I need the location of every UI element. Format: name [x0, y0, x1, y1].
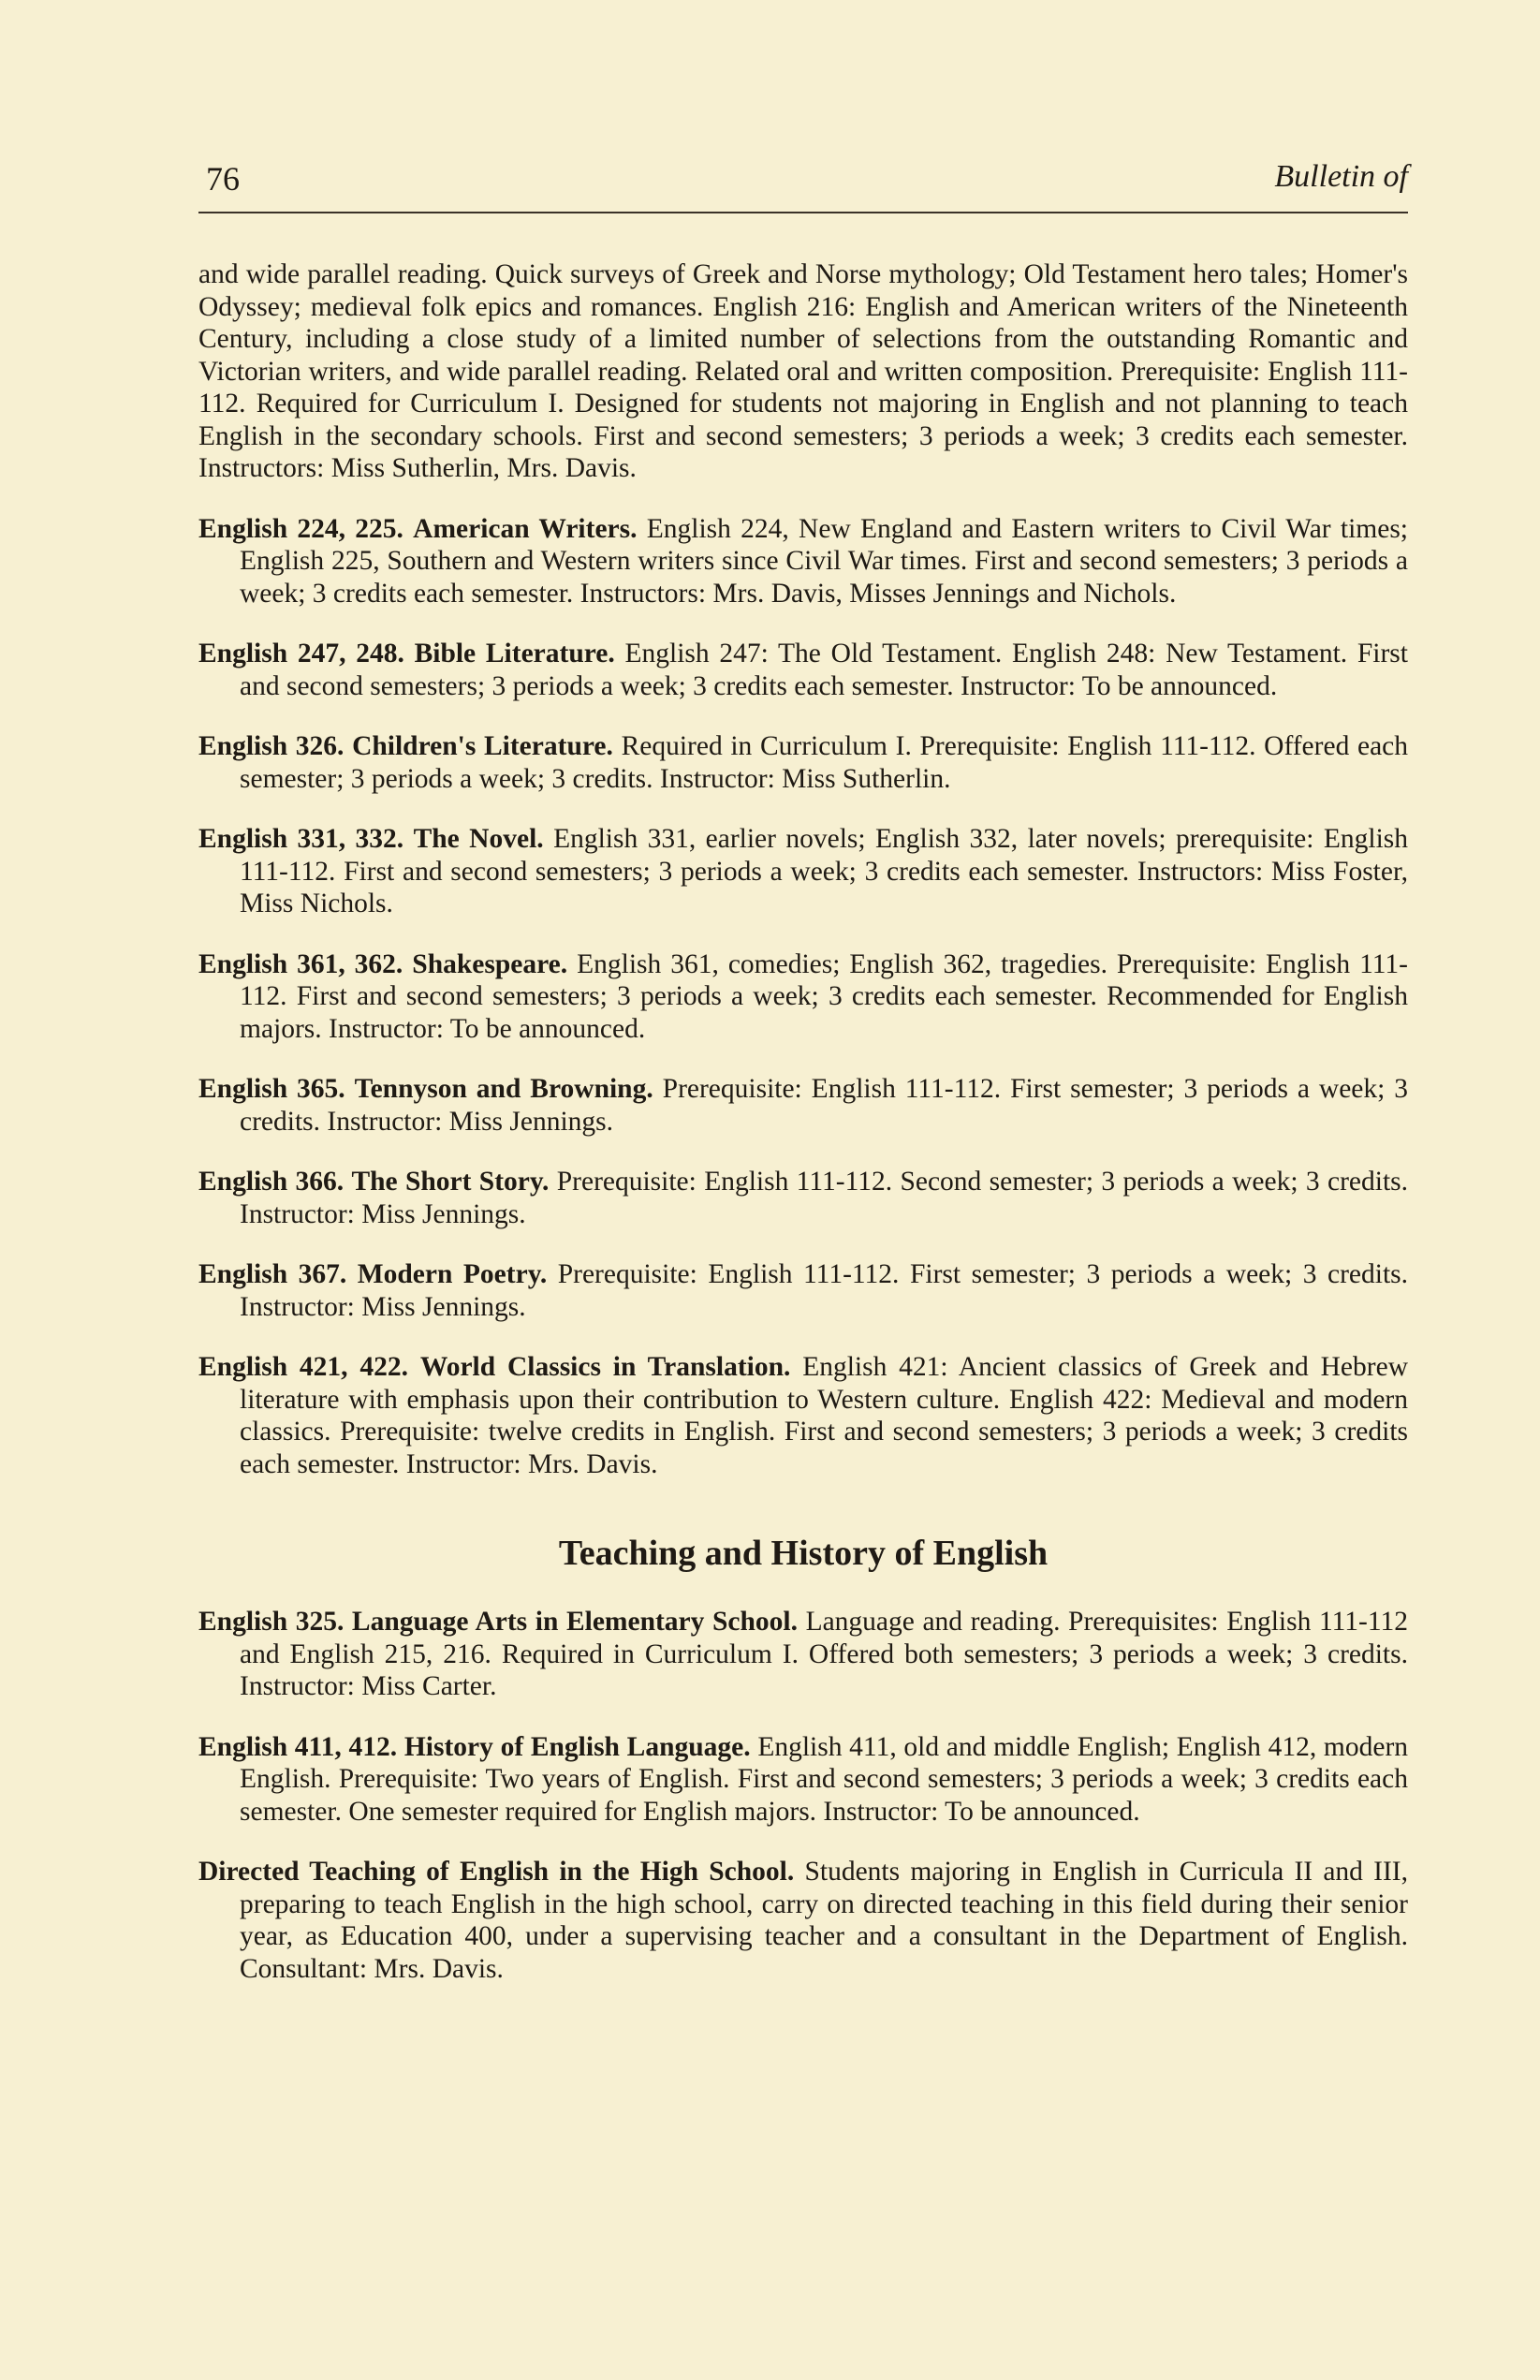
- intro-paragraph: and wide parallel reading. Quick surveys of Greek and Norse mythology; Old Testament hero tales; Homer's Odyssey; medieval folk epics and romances. English 216: English and American writers of the Nineteenth Century, including a close study of a limited number of selections from the outstanding Romantic and Victorian writers, and wide parallel reading. Related oral and written composition. Prerequisite: English 111-112. Required for Curriculum I. Designed for students not majoring in English and not planning to teach English in the secondary schools. First and second semesters; 3 periods a week; 3 credits each semester. Instructors: Miss Sutherlin, Mrs. Davis.: [198, 259, 1408, 483]
- course-description: Students majoring in English in Curricula II and III, preparing to teach English in the high school, carry on directed teaching in this field during their senior year, as Education 400, under a supervising teacher and a consultant in the Department of English. Consultant: Mrs. Davis.: [240, 1857, 1408, 1984]
- course-title: Language Arts in Elementary School.: [351, 1607, 798, 1637]
- course-entry: [198, 730, 1408, 795]
- course-title: The Short Story.: [351, 1167, 550, 1197]
- course-description: English 331, earlier novels; English 332, later novels; prerequisite: English 111-112. First and second semesters; 3 periods a week; 3 credits each semester. Instructors: Miss Foster, Miss Nichols.: [240, 824, 1408, 918]
- course-entry: [198, 513, 1408, 610]
- course-entry: [198, 1606, 1408, 1703]
- course-description: English 247: The Old Testament. English 248: New Testament. First and second semesters; 3 periods a week; 3 credits each semester. Instructor: To be announced.: [240, 639, 1408, 701]
- course-entry: [198, 1856, 1408, 1985]
- course-description: Prerequisite: English 111-112. First semester; 3 periods a week; 3 credits. Instructor: Miss Jennings.: [240, 1259, 1409, 1322]
- course-description: Required in Curriculum I. Prerequisite: English 111-112. Offered each semester; 3 periods a week; 3 credits. Instructor: Miss Sutherlin.: [240, 731, 1409, 794]
- course-description: English 361, comedies; English 362, tragedies. Prerequisite: English 111-112. First and second semesters; 3 periods a week; 3 credits each semester. Recommended for English majors. Instructor: To be announced.: [240, 948, 1409, 1044]
- course-entry: [198, 1258, 1408, 1323]
- course-number: English 365.: [198, 1074, 345, 1104]
- course-description: English 421: Ancient classics of Greek and Hebrew literature with emphasis upon their contribution to Western culture. English 422: Medieval and modern classics. Prerequisite: twelve credits in English. First and second semesters; 3 periods a week; 3 credits each semester. Instructor: Mrs. Davis.: [240, 1352, 1408, 1479]
- course-title: Modern Poetry.: [357, 1259, 548, 1289]
- course-title: Bible Literature.: [414, 639, 615, 668]
- course-title: Children's Literature.: [352, 731, 613, 761]
- course-number: English 224, 225.: [198, 513, 403, 544]
- running-title: Bulletin of: [1274, 159, 1408, 194]
- course-title: American Writers.: [413, 513, 638, 544]
- course-entry: [198, 823, 1408, 920]
- course-number: English 367.: [198, 1259, 347, 1289]
- page-header: [198, 152, 1408, 213]
- course-title: Shakespeare.: [412, 948, 568, 979]
- page-content: [198, 258, 1408, 2013]
- course-number: English 326.: [198, 731, 345, 761]
- course-number: English 361, 362.: [198, 948, 403, 979]
- course-title: History of English Language.: [403, 1731, 751, 1762]
- course-title: The Novel.: [413, 824, 544, 854]
- course-entry: [198, 638, 1408, 702]
- course-entry: [198, 1731, 1408, 1829]
- course-entry: [198, 1351, 1408, 1480]
- course-title: Directed Teaching of English in the High School.: [198, 1857, 795, 1887]
- course-number: English 247, 248.: [198, 639, 404, 668]
- course-description: English 411, old and middle English; English 412, modern English. Prerequisite: Two years of English. First and second semesters; 3 periods a week; 3 credits each semester. One semester required for English majors. Instructor: To be announced.: [240, 1731, 1409, 1827]
- course-number: English 325.: [198, 1607, 345, 1637]
- course-description: Prerequisite: English 111-112. Second semester; 3 periods a week; 3 credits. Instructor: Miss Jennings.: [240, 1167, 1409, 1229]
- course-description: English 224, New England and Eastern writers to Civil War times; English 225, Southern and Western writers since Civil War times. First and second semesters; 3 periods a week; 3 credits each semester. Instructors: Mrs. Davis, Misses Jennings and Nichols.: [240, 513, 1408, 609]
- section-heading: Teaching and History of English: [558, 1534, 1049, 1573]
- course-number: English 421, 422.: [198, 1352, 408, 1382]
- course-number: English 331, 332.: [198, 824, 404, 854]
- course-title: World Classics in Translation.: [419, 1352, 791, 1382]
- course-description: Prerequisite: English 111-112. First semester; 3 periods a week; 3 credits. Instructor: Miss Jennings.: [240, 1074, 1409, 1137]
- course-number: English 366.: [198, 1167, 345, 1197]
- course-entry: [198, 1166, 1408, 1230]
- course-description: Language and reading. Prerequisites: English 111-112 and English 215, 216. Required in Curriculum I. Offered both semesters; 3 periods a week; 3 credits. Instructor: Miss Carter.: [240, 1607, 1408, 1701]
- page-number: 76: [206, 160, 240, 198]
- course-entry: [198, 948, 1408, 1046]
- course-entry: [198, 1073, 1408, 1138]
- course-number: English 411, 412.: [198, 1731, 398, 1762]
- course-title: Tennyson and Browning.: [354, 1074, 653, 1104]
